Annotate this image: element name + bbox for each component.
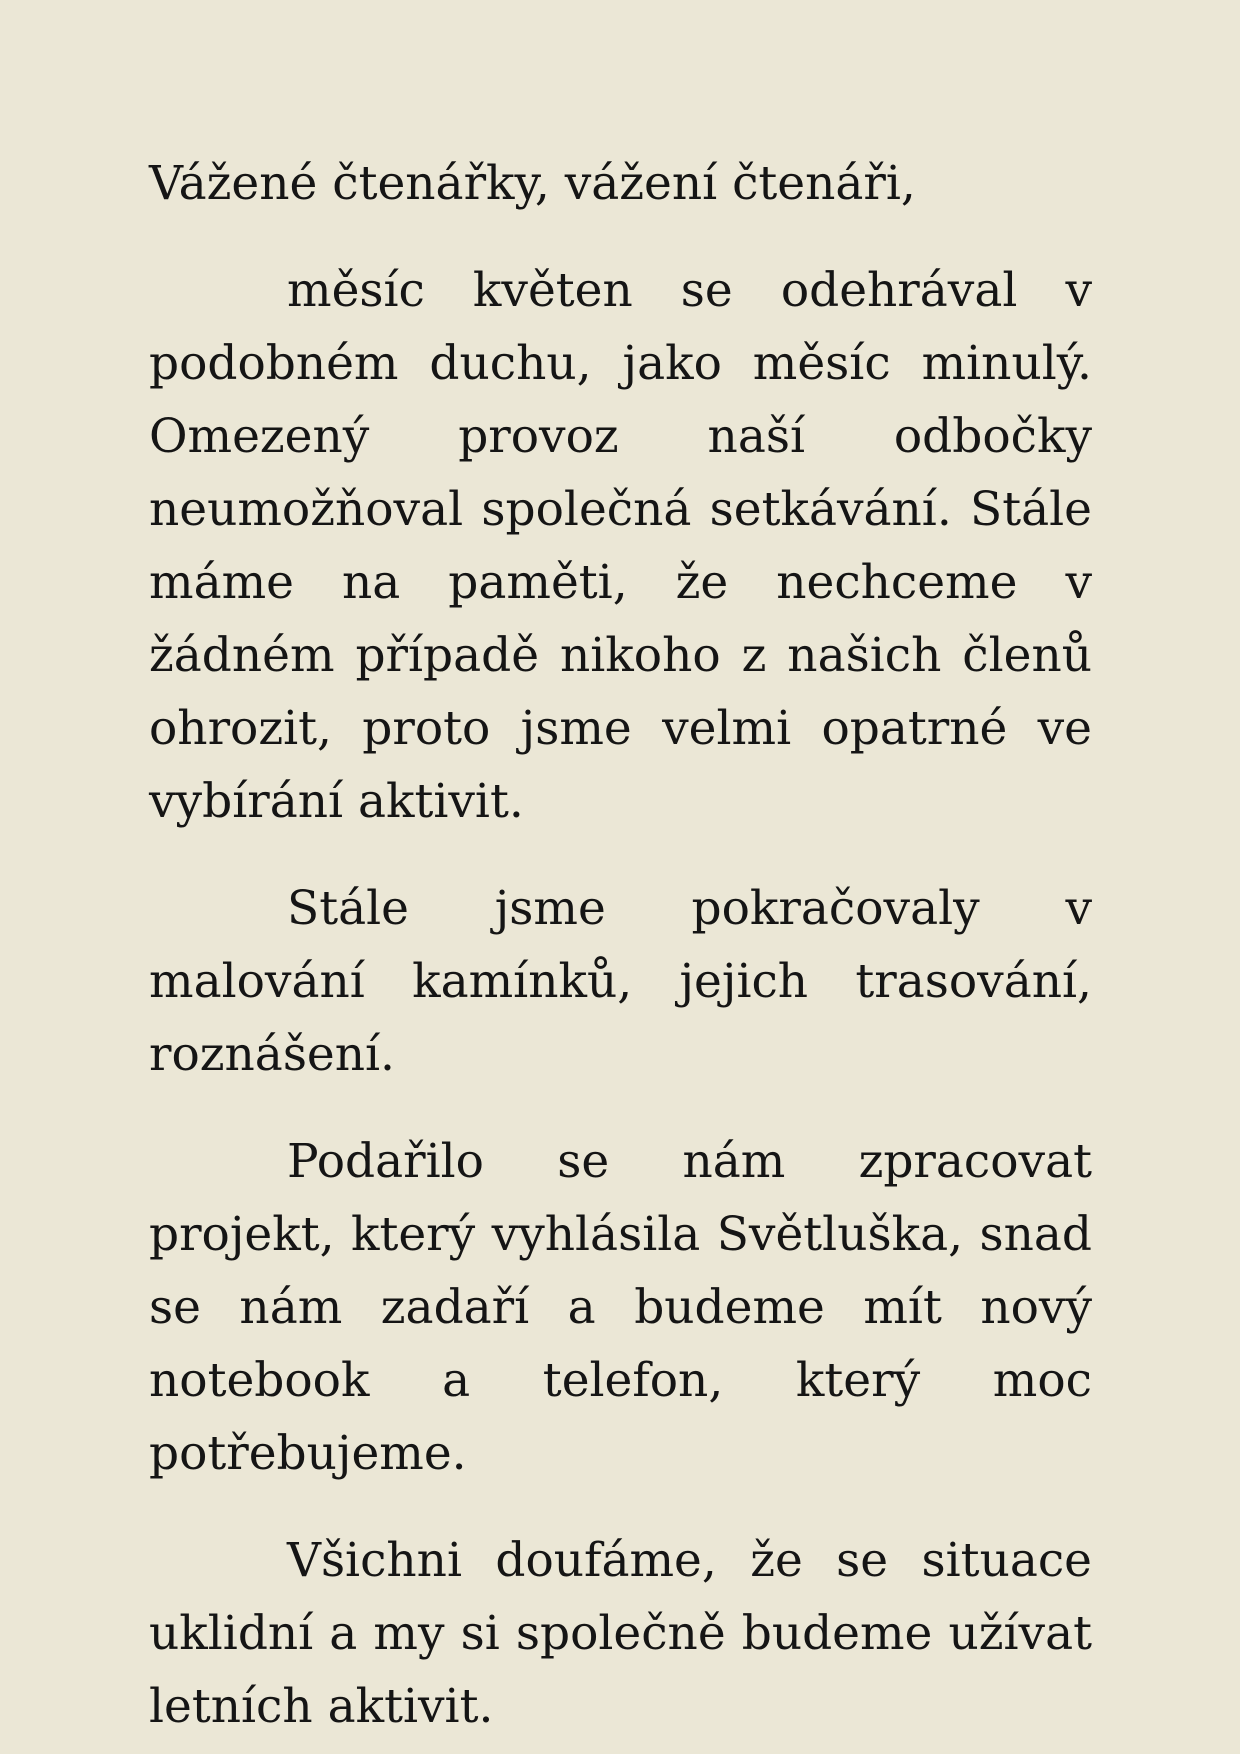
letter-greeting: Vážené čtenářky, vážení čtenáři, — [149, 156, 916, 211]
paragraph-may-activities: měsíc květen se odehrával v podobném duchu, jako měsíc minulý. Omezený provoz naší odbočky neumožňoval společná setkávání. Stále máme na paměti, že nechceme v žádném případě nikoho z našich členů ohrozit, proto jsme velmi opatrné ve vybírání aktivit. — [149, 263, 1092, 829]
paragraph-painting-stones: Stále jsme pokračovaly v malování kamínků, jejich trasování, roznášení. — [149, 881, 1092, 1082]
paragraph-project-svetluska: Podařilo se nám zpracovat projekt, který vyhlásila Světluška, snad se nám zadaří a budeme mít nový notebook a telefon, který moc potřebujeme. — [149, 1134, 1092, 1481]
paragraph-hope-summer: Všichni doufáme, že se situace uklidní a my si společně budeme užívat letních aktivit. — [149, 1533, 1092, 1734]
